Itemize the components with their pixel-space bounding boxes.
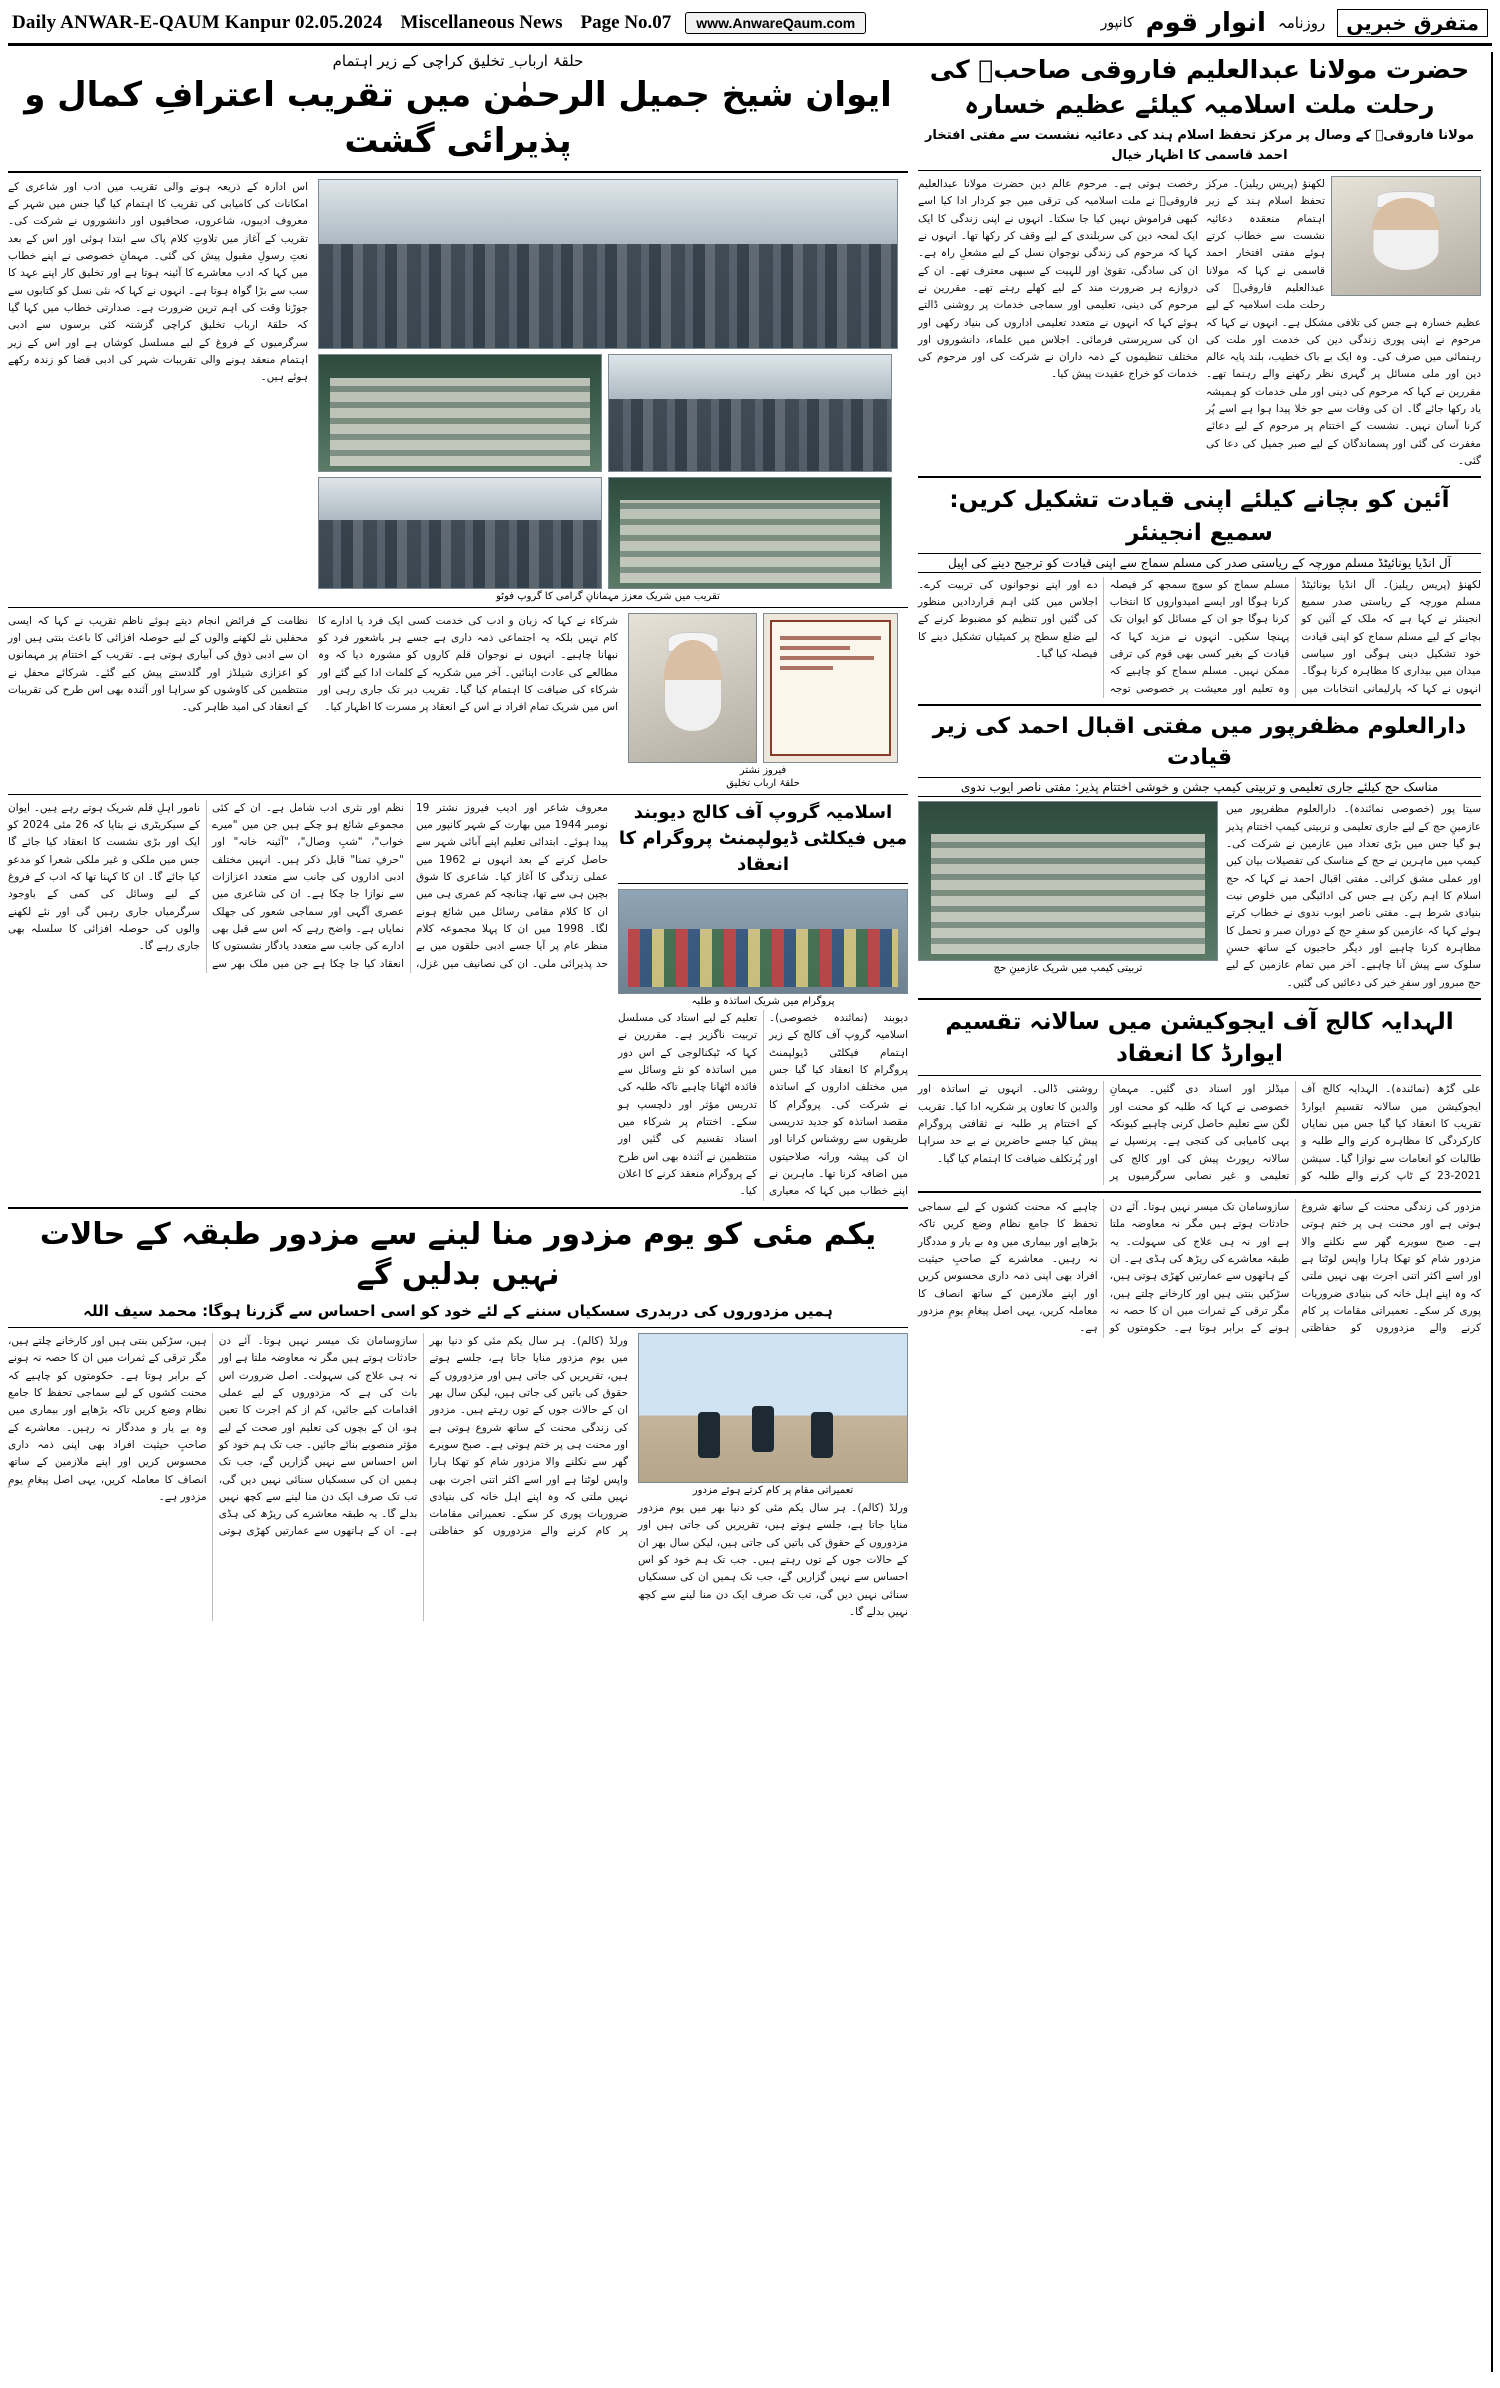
masthead-website-link[interactable]: www.AnwareQaum.com bbox=[685, 12, 866, 34]
masthead-urdu-city: کانپور bbox=[1100, 14, 1134, 31]
masthead bbox=[8, 6, 1492, 46]
article-body-col-3: شرکاء نے کہا کہ زبان و ادب کی خدمت کسی ایک فرد یا ادارے کا کام نہیں بلکہ یہ اجتماعی ذمہ داری ہے جسے ہر باشعور فرد کو نبھانا چاہیے۔ انہوں نے نوجوان قلم کاروں کو مشورہ دیا کہ وہ مطالعے کی عادت اپنائیں۔ آخر میں شکریہ کے کلمات ادا کیے گئے اور شرکاء کی ضیافت کا اہتمام کیا گیا۔ تقریب دیر تک جاری رہی اور اس میں شریک تمام افراد نے اس کے انعقاد پر مسرت کا اظہار کیا۔ bbox=[318, 614, 618, 714]
alhidaya-body: علی گڑھ (نمائندہ)۔ الہدایہ کالج آف ایجوکیشن میں سالانہ تقسیمِ ایوارڈ تقریب کا انعقاد کیا گیا جس میں نمایاں کارکردگی کا مظاہرہ کرنے والے طلبہ و طالبات کو انعامات سے نوازا گیا۔ سیشن 2021-23 کے ٹاپ کرنے والے طلبہ کو میڈلز اور اسناد دی گئیں۔ مہمانِ خصوصی نے کہا کہ طلبہ کو محنت اور لگن سے تعلیم حاصل کرنی چاہیے کیونکہ یہی کامیابی کی کنجی ہے۔ پرنسپل نے سالانہ رپورٹ پیش کی اور کالج کی تعلیمی و غیر نصابی سرگرمیوں پر روشنی ڈالی۔ انہوں نے اساتذہ اور والدین کا تعاون پر شکریہ ادا کیا۔ تقریب کے اختتام پر طلبہ نے ثقافتی پروگرام پیش کیا جسے حاضرین نے بے حد سراہا اور پُرتکلف ضیافت کا اہتمام کیا گیا۔ bbox=[918, 1083, 1481, 1182]
article-body-col-2: نظامت کے فرائض انجام دیتے ہوئے ناظم تقریب نے کہا کہ ایسی محفلیں نئے لکھنے والوں کے لیے حوصلہ افزائی کا باعث بنتی ہیں اور ان سے ادبی ذوق کی آبیاری ہوتی ہے۔ تقریب کے اختتام پر مہمانوں کو اعزازی شیلڈز اور گلدستے پیش کیے گئے۔ شرکائے محفل نے منتظمین کی کاوشوں کو سراہا اور آئندہ بھی اس طرح کی تقریبات کے انعقاد کی امید ظاہر کی۔ bbox=[8, 614, 308, 714]
article-labour-day bbox=[8, 1215, 908, 1622]
masthead-title: Daily ANWAR-E-QAUM Kanpur 02.05.2024 bbox=[12, 11, 383, 33]
left-column-block bbox=[8, 52, 908, 2372]
article-bio-body: معروف شاعر اور ادیب فیروز نشتر 19 نومبر 1944 میں بھارت کے شہر کانپور میں پیدا ہوئے۔ ابتدائی تعلیم اپنے آبائی شہر سے حاصل کرنے کے بعد انہوں نے 1962 میں عملی زندگی کا آغاز کیا۔ شاعری کا شوق بچپن ہی سے تھا، چنانچہ کم عمری ہی میں ان کا کلام مقامی رسائل میں شائع ہونے لگا۔ 1998 میں ان کا پہلا مجموعہ کلام منظر عام پر آیا جسے ادبی حلقوں میں بے حد پذیرائی ملی۔ ان کی تصانیف میں غزل، نظم اور نثری ادب شامل ہے۔ ان کے کئی مجموعے شائع ہو چکے ہیں جن میں "میرے خواب"، "شبِ وصال"، "آئینہ خانہ" اور "حرفِ تمنا" قابل ذکر ہیں۔ انہیں مختلف ادبی اداروں کی جانب سے متعدد اعزازات سے نوازا جا چکا ہے۔ ان کی شاعری میں عصری آگہی اور سماجی شعور کی جھلک نمایاں ہے۔ واضح رہے کہ اس سے قبل بھی ادارے کی جانب سے متعدد یادگار نشستوں کا انعقاد کیا جا چکا ہے جن میں ملک بھر سے نامور اہلِ قلم شریک ہوتے رہے ہیں۔ ایوان کے سیکریٹری نے بتایا کہ 26 مئی 2024 کو ایک اور بڑی نشست کا انعقاد کیا جائے گا جس میں ملکی و غیر ملکی شعرا کو مدعو کیا جائے گا۔ ان کا کہنا تھا کہ ادب کے فروغ کے لیے وسائل کی کمی کے باوجود سرگرمیاں جاری رہیں گی اور نئے لکھنے والوں کی حوصلہ افزائی کا سلسلہ بھی جاری رہے گا۔ bbox=[8, 801, 609, 970]
darululoom-photo-caption: تربیتی کیمپ میں شریک عازمینِ حج bbox=[993, 963, 1143, 975]
article-alhidaya bbox=[918, 1006, 1481, 1185]
farooqi-portrait-photo bbox=[1331, 176, 1481, 296]
article-poster-photo bbox=[763, 613, 898, 763]
labour-subhead: ہمیں مزدوروں کی دربدری سسکیاں سننے کے لئے خود کو اسی احساس سے گزرنا ہوگا: محمد سیف اللہ bbox=[83, 1301, 833, 1320]
page-content bbox=[8, 52, 1492, 2372]
darululoom-body: سیتا پور (خصوصی نمائندہ)۔ دارالعلوم مظفرپور میں عازمینِ حج کے لیے جاری تعلیمی و تربیتی کیمپ اختتام پذیر ہو گیا جس میں بڑی تعداد میں عازمین نے شرکت کی۔ کیمپ میں ماہرین نے حج کے مناسک کی تفصیلات بیان کیں اور عملی مشق کرائی۔ مفتی اقبال احمد نے کہا کہ حج اسلام کا اہم رکن ہے جس کی ادائیگی میں خلوص نیت بنیادی شرط ہے۔ مفتی ناصر ایوب ندوی نے خطاب کرتے ہوئے کہا کہ عازمین کو سفرِ حج کے دوران صبر و تحمل کا مظاہرہ کرنا چاہیے اور دیگر حاجیوں کے ساتھ حسنِ سلوک سے پیش آنا چاہیے۔ آخر میں تمام عازمین کے لیے حج مبرور اور سفرِ خیر کی دعائیں کی گئیں۔ bbox=[1226, 803, 1482, 989]
article-photo-caption: تقریب میں شریک معزز مہمانانِ گرامی کا گروپ فوٹو bbox=[496, 590, 720, 602]
article-arbab-takhleeq bbox=[8, 52, 908, 795]
article-photo-group bbox=[318, 179, 898, 349]
darululoom-subhead: مناسک حج کیلئے جاری تعلیمی و تربیتی کیمپ جشن و خوشی اختتام پذیر: مفتی ناصر ایوب ندوی bbox=[918, 777, 1481, 797]
labour-photo-caption: تعمیراتی مقام پر کام کرتے ہوئے مزدور bbox=[692, 1485, 854, 1496]
article-photo-audience bbox=[318, 477, 602, 589]
article-photo-speaker bbox=[608, 477, 892, 589]
article-poster-caption: حلقۂ ارباب تخلیق bbox=[726, 777, 800, 789]
article-portrait-photo bbox=[628, 613, 757, 763]
masthead-urdu-title: انوار قوم bbox=[1145, 7, 1266, 38]
labour-body-left: ورلڈ (کالم)۔ ہر سال یکم مئی کو دنیا بھر میں یوم مزدور منایا جاتا ہے، جلسے ہوتے ہیں، تقریریں کی جاتی ہیں اور مزدوروں کے حقوق کی باتیں کی جاتی ہیں، لیکن سال بھر ان کے حالات جوں کے توں رہتے ہیں۔ مزدور کی زندگی محنت کے ساتھ شروع ہوتی ہے اور محنت ہی پر ختم ہوتی ہے۔ صبح سویرے گھر سے نکلنے والا مزدور شام کو تھکا ہارا واپس لوٹتا ہے اور اسے اکثر اتنی اجرت بھی نہیں ملتی کہ وہ اپنے اہل خانہ کی بنیادی ضروریات پوری کر سکے۔ تعمیراتی مقامات پر کام کرنے والے مزدوروں کو حفاظتی سازوسامان تک میسر نہیں ہوتا۔ آئے دن حادثات ہوتے ہیں مگر نہ معاوضہ ملتا ہے اور نہ ہی علاج کی سہولت۔ اصل ضرورت اس بات کی ہے کہ مزدوروں کے لیے عملی اقدامات کیے جائیں، کم از کم اجرت کا تعین ہو، ان کے بچوں کی تعلیم اور صحت کے لیے مؤثر منصوبے بنائے جائیں۔ جب تک ہم خود کو اس احساس سے نہیں گزاریں گے، جب تک ہمیں ان کی سسکیاں سنائی نہیں دیں گی، تب تک صرف ایک دن منا لینے سے کچھ نہیں بدلے گا۔ یہ طبقہ معاشرے کی ریڑھ کی ہڈی ہے۔ ان کے ہاتھوں سے عمارتیں کھڑی ہوتی ہیں، سڑکیں بنتی ہیں اور کارخانے چلتے ہیں، مگر ترقی کے ثمرات میں ان کا حصہ نہ ہونے کے برابر ہوتا ہے۔ حکومتوں کو چاہیے کہ محنت کشوں کے لیے سماجی تحفظ کا جامع نظام وضع کریں تاکہ بڑھاپے اور بیماری میں وہ بے یار و مددگار نہ رہیں۔ معاشرے کے صاحبِ حیثیت افراد بھی اپنی ذمہ داری محسوس کریں اور اپنے ملازمین کے ساتھ انصاف کا معاملہ کریں، یہی اصل پیغامِ یومِ مزدور ہے۔ bbox=[8, 1335, 629, 1538]
islamia-body: دیوبند (نمائندہ خصوصی)۔ اسلامیہ گروپ آف کالج کے زیر اہتمام فیکلٹی ڈیولپمنٹ پروگرام کا انعقاد کیا گیا جس میں مختلف اداروں کے اساتذہ نے شرکت کی۔ پروگرام کا مقصد اساتذہ کو جدید تدریسی طریقوں سے روشناس کرانا اور ان کی پیشہ ورانہ صلاحیتوں میں اضافہ کرنا تھا۔ ماہرین نے اپنے خطاب میں کہا کہ معیاری تعلیم کے لیے استاد کی مسلسل تربیت ناگزیر ہے۔ مقررین نے کہا کہ ٹیکنالوجی کے اس دور میں اساتذہ کو نئے وسائل سے فائدہ اٹھانا چاہیے تاکہ طلبہ کی تدریس مؤثر اور دلچسپ ہو سکے۔ اختتام پر شرکاء میں اسناد تقسیم کی گئیں اور منتظمین نے آئندہ بھی اس طرح کے پروگرام منعقد کرنے کا اعلان کیا۔ bbox=[618, 1012, 908, 1198]
masthead-urdu-sub: روزنامہ bbox=[1277, 13, 1326, 32]
constitution-headline: آئین کو بچانے کیلئے اپنی قیادت تشکیل کریں: سمیع انجینئر bbox=[949, 487, 1450, 546]
farooqi-subhead: مولانا فاروقیؒ کے وصال پر مرکز تحفظ اسلام ہند کی دعائیہ نشست سے مفتی افتخار احمد قاسمی کا اظہار خیال bbox=[924, 128, 1475, 163]
darululoom-headline: دارالعلوم مظفرپور میں مفتی اقبال احمد کی زیر قیادت bbox=[932, 713, 1467, 770]
constitution-subhead: آل انڈیا یونائیٹڈ مسلم مورچہ کے ریاستی صدر کی مسلم سماج سے اپنی قیادت کو ترجیح دینے کی اپیل bbox=[918, 553, 1481, 573]
article-kicker: حلقۂ ارباب ِ تخلیق کراچی کے زیر اہتمام bbox=[332, 52, 584, 70]
article-darululoom bbox=[918, 712, 1481, 992]
constitution-body: لکھنؤ (پریس ریلیز)۔ آل انڈیا یونائیٹڈ مسلم مورچہ کے ریاستی صدر سمیع انجینئر نے کہا ہے کہ ملک کے آئین کو بچانے کے لیے مسلم سماج کو اپنی قیادت خود تشکیل دینی ہوگی اور سیاسی میدان میں بیداری کا مظاہرہ کرنا ہوگا۔ انہوں نے کہا کہ پارلیمانی انتخابات میں مسلم سماج کو سوچ سمجھ کر فیصلہ کرنا ہوگا اور ایسے امیدواروں کا انتخاب کرنا ہوگا جو ان کے مسائل کو ایوان تک پہنچا سکیں۔ انہوں نے مزید کہا کہ قیادت کے بغیر کسی بھی قوم کی ترقی ممکن نہیں۔ مسلم سماج کو چاہیے کہ وہ تعلیم اور معیشت پر خصوصی توجہ دے اور اپنے نوجوانوں کی تربیت کرے۔ اجلاس میں کئی اہم قراردادیں منظور کی گئیں اور تنظیم کو مضبوط کرنے کے لیے ضلع سطح پر کمیٹیاں تشکیل دینے کا فیصلہ کیا گیا۔ bbox=[918, 578, 1481, 695]
right-bottom-filler: مزدور کی زندگی محنت کے ساتھ شروع ہوتی ہے اور محنت ہی پر ختم ہوتی ہے۔ صبح سویرے گھر سے نکلنے والا مزدور شام کو تھکا ہارا واپس لوٹتا ہے اور اسے اکثر اتنی اجرت بھی نہیں ملتی کہ وہ اپنے اہل خانہ کی بنیادی ضروریات پوری کر سکے۔ تعمیراتی مقامات پر کام کرنے والے مزدوروں کو حفاظتی سازوسامان تک میسر نہیں ہوتا۔ آئے دن حادثات ہوتے ہیں مگر نہ معاوضہ ملتا ہے اور نہ ہی علاج کی سہولت۔ یہ طبقہ معاشرے کی ریڑھ کی ہڈی ہے۔ ان کے ہاتھوں سے عمارتیں کھڑی ہوتی ہیں، سڑکیں بنتی ہیں اور کارخانے چلتے ہیں، مگر ترقی کے ثمرات میں ان کا حصہ نہ ہونے کے برابر ہوتا ہے۔ حکومتوں کو چاہیے کہ محنت کشوں کے لیے سماجی تحفظ کا جامع نظام وضع کریں تاکہ بڑھاپے اور بیماری میں وہ بے یار و مددگار نہ رہیں۔ معاشرے کے صاحبِ حیثیت افراد بھی اپنی ذمہ داری محسوس کریں اور اپنے ملازمین کے ساتھ انصاف کا معاملہ کریں، یہی اصل پیغامِ یومِ مزدور ہے۔ bbox=[918, 1201, 1481, 1335]
farooqi-body-left: رخصت ہوتی ہے۔ مرحوم عالم دین حضرت مولانا عبدالعلیم فاروقیؒ نے ملت اسلامیہ کی ترقی میں جو کردار ادا کیا اسے کبھی فراموش نہیں کیا جا سکتا۔ انہوں نے اپنی زندگی کا ایک ایک لمحہ دین کی سربلندی کے لیے وقف کر رکھا تھا۔ انہوں نے کہا کہ مرحوم کی زندگی نوجوان نسل کے لیے مشعلِ راہ ہے۔ ان کی سادگی، تقویٰ اور للہیت کے سبھی معترف تھے۔ ان کے دروازے ہر ضرورت مند کے لیے کھلے رہتے تھے۔ مقررین نے مرحوم کی دینی، تعلیمی اور سماجی خدمات پر روشنی ڈالتے ہوئے کہا کہ انہوں نے متعدد تعلیمی اداروں کی بنیاد رکھی اور ان کی سرپرستی فرمائی۔ اجلاس میں علماء، دانشوروں اور مختلف تنظیموں کے ذمہ داران نے شرکت کی اور مرحوم کی خدمات کو خراج عقیدت پیش کیا۔ bbox=[918, 178, 1199, 381]
masthead-badge: متفرق خبریں bbox=[1337, 9, 1488, 37]
article-body-col-1: اس ادارہ کے ذریعہ ہونے والی تقریب میں ادب اور شاعری کے امکانات کی کامیابی کی تقریب کا اہتمام کیا گیا جس میں شہر کے معروف ادیبوں، شاعروں، صحافیوں اور دانشوروں نے شرکت کی۔ تقریب کے آغاز میں تلاوتِ کلام پاک سے ابتدا ہوئی اور اس کے بعد نعتِ رسولِ مقبول پیش کی گئی۔ مہمانِ خصوصی نے اپنے خطاب میں کہا کہ ادب معاشرے کا آئینہ ہوتا ہے اور تخلیق کار اپنے عہد کا سب سے بڑا گواہ ہوتا ہے۔ انہوں نے کہا کہ نئی نسل کو کتابوں سے جوڑنا وقت کی اہم ترین ضرورت ہے۔ صدارتی خطاب میں کہا گیا کہ حلقۂ ارباب تخلیق کراچی گزشتہ کئی برسوں سے ادبی سرگرمیوں کے فروغ کے لیے مسلسل کوشاں ہے اور اس کے زیر اہتمام منعقد ہونے والی تقریبات شہر کی ادبی فضا کو زندہ رکھے ہوئے ہیں۔ bbox=[8, 180, 309, 384]
islamia-photo bbox=[618, 889, 908, 994]
masthead-page-number: Page No.07 bbox=[580, 11, 672, 33]
farooqi-body-right: لکھنؤ (پریس ریلیز)۔ مرکز تحفظ اسلام ہند کے زیر اہتمام منعقدہ دعائیہ نشست سے خطاب کرتے ہوئے مفتی افتخار احمد قاسمی نے کہا کہ مولانا عبدالعلیم فاروقیؒ کی رحلت ملت اسلامیہ کے لیے عظیم خسارہ ہے جس کی تلافی مشکل ہے۔ انہوں نے کہا کہ مرحوم نے اپنی پوری زندگی دین کی خدمت اور ملت کی رہنمائی میں صرف کی۔ وہ ایک بے باک خطیب، بلند پایہ عالم دین اور ملی مسائل پر گہری نظر رکھنے والے رہنما تھے۔ مقررین نے کہا کہ مرحوم کی دینی اور ملی خدمات کو ہمیشہ یاد رکھا جائے گا۔ ان کی وفات سے جو خلا پیدا ہوا ہے اسے پُر کرنا آسان نہیں۔ نشست کے اختتام پر مرحوم کے لیے دعائے مغفرت کی گئی اور پسماندگان کے لیے صبر جمیل کی دعا کی گئی۔ bbox=[1206, 178, 1481, 467]
masthead-section: Miscellaneous News bbox=[400, 11, 563, 33]
farooqi-headline: حضرت مولانا عبدالعلیم فاروقی صاحبؒ کی رحلت ملت اسلامیہ کیلئے عظیم خسارہ bbox=[929, 55, 1470, 119]
labour-body-right: ورلڈ (کالم)۔ ہر سال یکم مئی کو دنیا بھر میں یوم مزدور منایا جاتا ہے، جلسے ہوتے ہیں، تقریریں کی جاتی ہیں اور مزدوروں کے حقوق کی باتیں کی جاتی ہیں، لیکن سال بھر ان کے حالات جوں کے توں رہتے ہیں۔ جب تک ہم خود کو اس احساس سے نہیں گزاریں گے، جب تک ہمیں ان کی سسکیاں سنائی نہیں دیں گی، تب تک صرف ایک دن منا لینے سے کچھ نہیں بدلے گا۔ bbox=[638, 1502, 908, 1618]
article-farooqi bbox=[918, 52, 1481, 470]
labour-headline: یکم مئی کو یوم مزدور منا لینے سے مزدور طبقہ کے حالات نہیں بدلیں گے bbox=[39, 1216, 877, 1292]
article-photo-stage bbox=[608, 354, 892, 472]
labour-photo bbox=[638, 1333, 908, 1483]
islamia-headline: اسلامیہ گروپ آف کالج دیوبند میں فیکلٹی ڈیولپمنٹ پروگرام کا انعقاد bbox=[618, 801, 908, 875]
article-islamia-college bbox=[618, 800, 908, 1201]
darululoom-photo bbox=[918, 801, 1218, 961]
right-column-block bbox=[918, 52, 1493, 2372]
article-constitution bbox=[918, 484, 1481, 698]
islamia-photo-caption: پروگرام میں شریک اساتذہ و طلبہ bbox=[691, 996, 835, 1008]
article-photo-hall bbox=[318, 354, 602, 472]
article-headline: ایوان شیخ جمیل الرحمٰن میں تقریب اعترافِ کمال و پذیرائی گشت bbox=[24, 75, 892, 161]
masthead-urdu bbox=[1101, 8, 1488, 38]
alhidaya-headline: الہدایہ کالج آف ایجوکیشن میں سالانہ تقسیم ایوارڈ کا انعقاد bbox=[945, 1008, 1454, 1068]
article-bio-name: فیروز نشتر bbox=[739, 764, 787, 776]
